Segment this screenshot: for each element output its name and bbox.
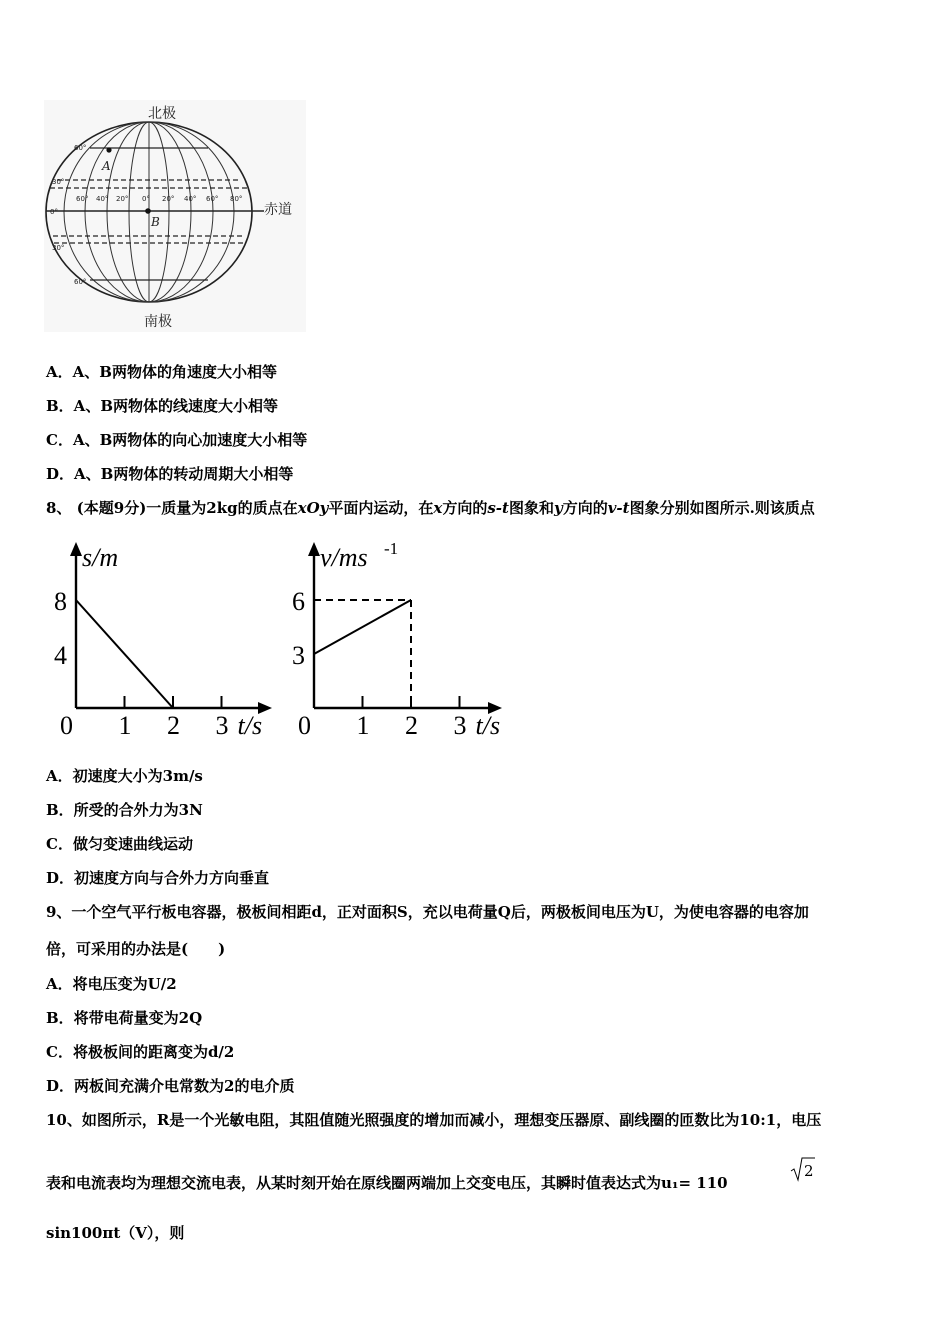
lon-label: 60° (76, 195, 89, 203)
q7-option-b: B．A、B两物体的线速度大小相等 (46, 397, 278, 415)
q8-option-c: C．做匀变速曲线运动 (46, 835, 193, 853)
q7-option-c: C．A、B两物体的向心加速度大小相等 (46, 431, 308, 449)
globe-figure (44, 100, 306, 332)
lat-label: 60° (74, 144, 87, 152)
point-b-label: B (151, 215, 160, 229)
y-axis-arrow (308, 542, 320, 556)
q9-option-a: A．将电压变为U/2 (46, 975, 177, 993)
q9-option-b: B．将带电荷量变为2Q (46, 1009, 203, 1027)
stem-text: 方向的 (562, 499, 608, 517)
q8-option-d: D．初速度方向与合外力方向垂直 (46, 869, 270, 887)
sqrt-value: 2 (804, 1162, 814, 1180)
y-axis-arrow (70, 542, 82, 556)
lat-label: 0° (50, 208, 58, 216)
q9-stem-line1: 9、一个空气平行板电容器，极板间相距d，正对面积S，充以电荷量Q后，两极板间电压为U，为使电容器的电容加 (46, 903, 809, 921)
lon-label: 0° (142, 195, 150, 203)
point-a-label: A (102, 159, 111, 173)
sqrt-symbol (790, 1156, 816, 1182)
x-tick-label: 2 (167, 711, 180, 740)
x-tick-label: 1 (356, 711, 370, 740)
south-pole-label: 南极 (144, 314, 172, 330)
q8-option-a: A．初速度大小为3m/s (46, 767, 203, 785)
y-tick-label: 3 (292, 641, 305, 670)
lon-label: 20° (116, 195, 129, 203)
x-tick-label: 0 (60, 711, 73, 740)
y-axis-label-sup: -1 (384, 539, 399, 558)
stem-text: 图象分别如图所示.则该质点 (629, 499, 815, 517)
q9-option-d: D．两板间充满介电常数为2的电介质 (46, 1077, 295, 1095)
q7-option-a: A．A、B两物体的角速度大小相等 (46, 363, 277, 381)
lon-label: 40° (184, 195, 197, 203)
q10-line2 (46, 1172, 728, 1193)
lon-label: 60° (206, 195, 219, 203)
lon-label: 40° (96, 195, 109, 203)
stem-math: v-t (607, 499, 630, 517)
x-tick-label: 0 (298, 711, 311, 740)
lon-label: 20° (162, 195, 175, 203)
stem-math: x (433, 499, 443, 517)
equator-label: 赤道 (264, 202, 292, 218)
stem-math: s-t (487, 499, 509, 517)
x-tick-label: 1 (118, 711, 132, 740)
lat-label: 30° (52, 178, 65, 186)
stem-math: xOy (297, 499, 329, 517)
q10-line1: 10、如图所示，R是一个光敏电阻，其阻值随光照强度的增加而减小，理想变压器原、副线圈的匝数比为10:1，电压 (46, 1111, 822, 1129)
y-tick-label: 4 (54, 641, 67, 670)
x-axis-label: t/s (475, 711, 501, 740)
stem-text: (本题9分)一质量为2kg的质点在 (76, 499, 298, 517)
q8-option-b: B．所受的合外力为3N (46, 801, 203, 819)
v-t-chart (284, 532, 524, 742)
x-tick-label: 3 (453, 711, 467, 740)
stem-math: y (553, 499, 563, 517)
north-pole-label: 北极 (148, 106, 176, 122)
stem-text: 平面内运动，在 (328, 499, 434, 517)
y-axis-label: s/m (82, 543, 119, 572)
lat-label: 60° (74, 278, 87, 286)
data-line (314, 600, 411, 654)
q8-number: 8、 (46, 499, 72, 517)
q10-line3: sin100πt（V），则 (46, 1224, 185, 1242)
x-tick-label: 3 (215, 711, 229, 740)
q10-line2-text: 表和电流表均为理想交流电表，从某时刻开始在原线圈两端加上交变电压，其瞬时值表达式为u₁= 110 (46, 1174, 728, 1192)
q9-stem-line2: 倍，可采用的办法是( ) (46, 940, 226, 958)
s-t-chart (52, 532, 282, 742)
q7-option-d: D．A、B两物体的转动周期大小相等 (46, 465, 294, 483)
q9-option-c: C．将极板间的距离变为d/2 (46, 1043, 235, 1061)
x-axis-label: t/s (237, 711, 263, 740)
x-tick-label: 2 (405, 711, 418, 740)
data-line (76, 600, 173, 708)
lat-label: 30° (52, 244, 65, 252)
y-axis-label: v/ms (320, 543, 368, 572)
y-tick-label: 8 (54, 587, 67, 616)
q8-stem (46, 497, 815, 518)
lon-label: 80° (230, 195, 243, 203)
stem-text: 方向的 (442, 499, 488, 517)
y-tick-label: 6 (292, 587, 305, 616)
stem-text: 图象和 (508, 499, 554, 517)
